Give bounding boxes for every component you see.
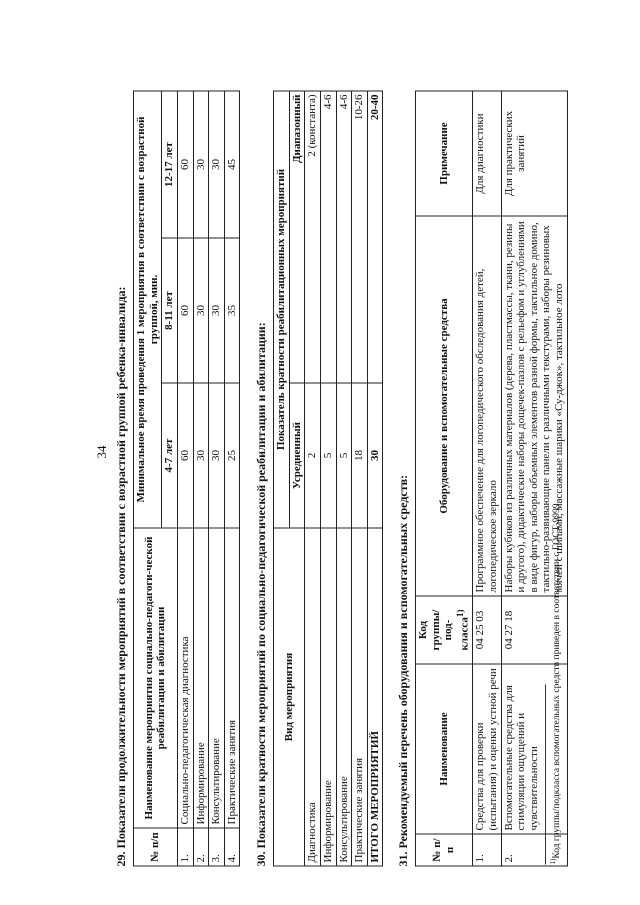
section-29-title: 29. Показатели продолжительности мероприятий в соответствии с возрастной группой ребенка-инвалида: xyxy=(114,286,128,867)
equipment-header-code xyxy=(416,596,473,664)
row-code: 04 25 03 xyxy=(473,596,501,664)
row-value: 30 xyxy=(193,91,209,238)
row-range: 10-26 xyxy=(352,91,368,383)
row-value: 30 xyxy=(209,238,225,383)
row-name: Консультирование xyxy=(209,528,225,828)
row-value: 30 xyxy=(209,91,225,238)
row-range: 4-6 xyxy=(336,91,352,383)
section-30-title: 30. Показатели кратности мероприятий по социально-педагогической реабилитации и абилитации: xyxy=(254,322,268,867)
row-value: 60 xyxy=(177,91,193,238)
table-row xyxy=(209,91,225,866)
row-name: Информирование xyxy=(193,528,209,828)
row-range: 20-40 xyxy=(367,91,383,383)
row-note: Для практических занятий xyxy=(501,91,567,216)
row-num: 3. xyxy=(209,828,225,866)
row-value: 30 xyxy=(193,383,209,528)
table-row xyxy=(320,91,336,866)
footnote-divider xyxy=(545,685,546,865)
row-value: 25 xyxy=(224,383,240,528)
row-code: 04 27 18 xyxy=(501,596,567,664)
row-avg: 2 xyxy=(305,383,321,528)
row-range: 4-6 xyxy=(320,91,336,383)
row-range: 2 (константа) xyxy=(305,91,321,383)
row-note: Для диагностики xyxy=(473,91,501,216)
equipment-header-note: Примечание xyxy=(416,91,473,216)
row-avg: 5 xyxy=(320,383,336,528)
row-avg: 5 xyxy=(336,383,352,528)
row-name: Диагностика xyxy=(305,528,321,866)
table-row xyxy=(224,91,240,866)
row-value: 60 xyxy=(177,383,193,528)
row-name: ИТОГО МЕРОПРИЯТИЙ xyxy=(367,528,383,866)
row-num: 1. xyxy=(473,834,501,866)
row-num: 4. xyxy=(224,828,240,866)
age-group-header: 8-11 лет xyxy=(162,238,178,383)
duration-header-time: Минимальное время проведения 1 мероприятия в соответствии с возрастной группой, мин. xyxy=(134,91,162,528)
table-row xyxy=(473,91,501,866)
row-equipment: Наборы кубиков из различных материалов (дерева, пластмассы, ткани, резины и другого), дидактические наборы дощечек-пазлов с рельефом и углублениями в виде фигур, наборы объемных элементов разной формы, тактильное домино, тактильно-развивающие панели с различными текстурами, наборы резиновых мячей с шипами, массажные шарики «Су-джок», тактильное лото xyxy=(501,216,567,596)
rotated-document xyxy=(55,20,585,885)
table-row xyxy=(305,91,321,866)
frequency-header-type: Вид мероприятия xyxy=(274,528,305,866)
age-group-header: 4-7 лет xyxy=(162,383,178,528)
duration-header-name: Наименование мероприятия социально-педагоги-ческой реабилитации и абилитации xyxy=(134,528,178,828)
equipment-header-num: № п/п xyxy=(416,834,473,866)
frequency-header-range: Диапазонный xyxy=(289,91,305,383)
row-name: Практические занятия xyxy=(352,528,368,866)
row-num: 2. xyxy=(501,834,567,866)
age-group-header: 12-17 лет xyxy=(162,91,178,238)
row-name: Информирование xyxy=(320,528,336,866)
footnote-text: Код группы/подкласса вспомогательных средств приведен в соответствии с ГОСТ-9999. xyxy=(552,501,563,859)
row-value: 30 xyxy=(193,238,209,383)
row-value: 35 xyxy=(224,238,240,383)
table-row xyxy=(177,91,193,866)
row-name: Консультирование xyxy=(336,528,352,866)
page-number: 34 xyxy=(94,445,109,459)
row-value: 60 xyxy=(177,238,193,383)
section-31-title: 31. Рекомендуемый перечень оборудования и вспомогательных средств: xyxy=(396,474,410,867)
row-avg: 18 xyxy=(352,383,368,528)
footnote-marker: 1) xyxy=(454,609,465,618)
equipment-header-equipment: Оборудование и вспомогательные средства xyxy=(416,216,473,596)
table-row-total xyxy=(367,91,383,866)
row-name: Вспомогательные средства для стимуляции ощущений и чувствительности xyxy=(501,664,567,834)
row-name: Практические занятия xyxy=(224,528,240,828)
duration-table xyxy=(133,90,240,866)
row-value: 30 xyxy=(209,383,225,528)
row-num: 1. xyxy=(177,828,193,866)
row-value: 45 xyxy=(224,91,240,238)
table-row xyxy=(352,91,368,866)
frequency-header-avg: Усредненный xyxy=(289,383,305,528)
frequency-table xyxy=(273,90,383,866)
row-name: Социально-педагогическая диагностика xyxy=(177,528,193,828)
table-row xyxy=(193,91,209,866)
row-avg: 30 xyxy=(367,383,383,528)
duration-header-num: № п/п xyxy=(134,828,178,866)
row-name: Средства для проверки (испытания) и оценки устной речи xyxy=(473,664,501,834)
frequency-header-indicator: Показатель кратности реабилитационных мероприятий xyxy=(274,91,290,528)
footnote-marker: 1) xyxy=(549,858,557,865)
code-header-label: Код группы/под-класса xyxy=(417,609,471,651)
footnote xyxy=(549,501,563,864)
row-num: 2. xyxy=(193,828,209,866)
table-row xyxy=(336,91,352,866)
row-equipment: Программное обеспечение для логопедического обследования детей, логопедическое зеркало xyxy=(473,216,501,596)
equipment-header-name: Наименование xyxy=(416,664,473,834)
